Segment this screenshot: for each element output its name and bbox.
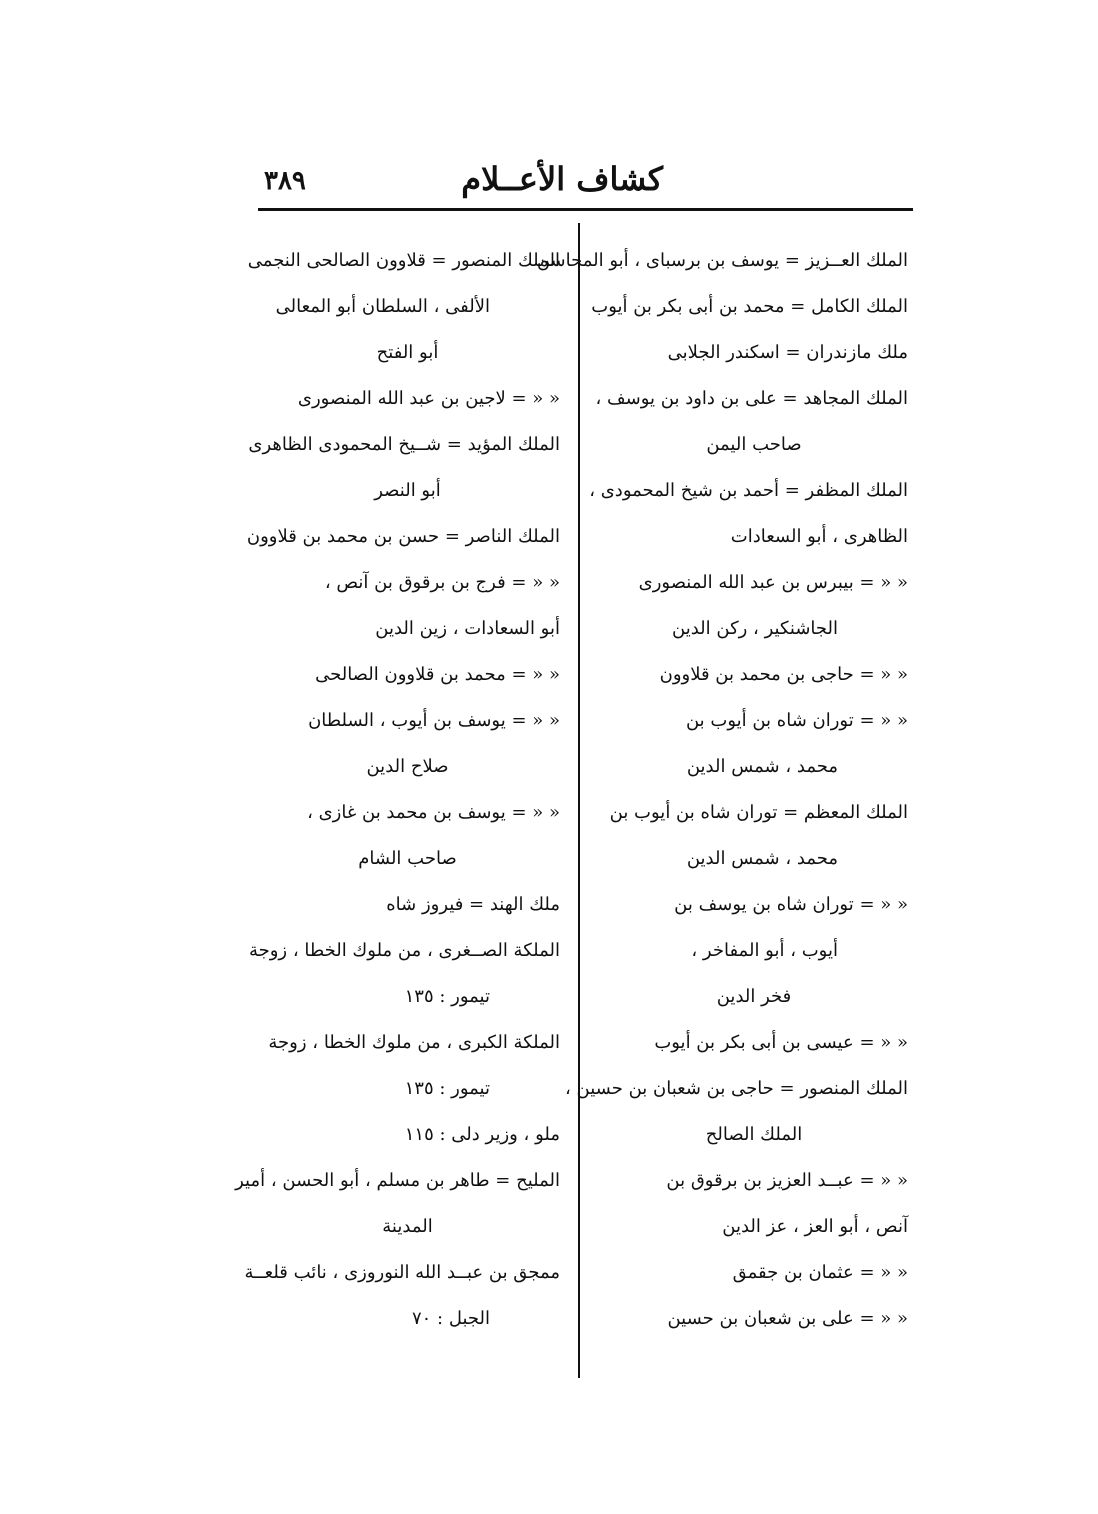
index-entry xyxy=(247,238,560,376)
index-entry-continuation: محمد ، شمس الدين xyxy=(686,848,838,869)
index-column-right xyxy=(536,238,908,1342)
index-entry xyxy=(536,238,908,284)
index-entry xyxy=(255,1112,560,1158)
index-entry xyxy=(255,1020,560,1112)
index-entry-continuation: تيمور : ١٣٥ xyxy=(404,1078,490,1099)
index-entry-continuation: أبو النصر xyxy=(374,480,441,501)
index-entry xyxy=(246,514,560,560)
index-entry xyxy=(600,1296,908,1342)
index-entry-heading: ملو ، وزير دلى : ١١٥ xyxy=(404,1124,560,1145)
index-entry xyxy=(255,790,560,882)
index-entry xyxy=(600,882,908,1020)
index-entry-heading: الملك المجاهد = على بن داود بن يوسف ، xyxy=(595,388,908,409)
index-entry-continuation: تيمور : ١٣٥ xyxy=(404,986,490,1007)
index-entry-continuation: الألفى ، السلطان أبو المعالى xyxy=(275,296,490,317)
index-entry-continuation: محمد ، شمس الدين xyxy=(686,756,838,777)
index-entry-heading: الملكة الصــغرى ، من ملوك الخطا ، زوجة xyxy=(248,940,560,961)
index-entry-continuation: الجبل : ٧٠ xyxy=(411,1308,490,1329)
index-entry-heading: « « = يوسف بن محمد بن غازى ، xyxy=(307,802,560,823)
index-entry xyxy=(248,422,560,514)
index-entry-heading: « « = توران شاه بن يوسف بن xyxy=(674,894,908,915)
index-entry xyxy=(255,560,560,652)
index-entry-heading: الملك المنصور = قلاوون الصالحى النجمى xyxy=(247,250,560,271)
index-entry-heading: ممجق بن عبــد الله النوروزى ، نائب قلعــة xyxy=(244,1262,560,1283)
index-entry xyxy=(591,284,908,330)
index-entry xyxy=(600,1250,908,1296)
index-entry xyxy=(235,1158,560,1250)
column-divider xyxy=(578,223,580,1378)
index-entry-continuation: أبو السعادات ، زين الدين xyxy=(375,618,560,639)
index-entry-heading: الملك الكامل = محمد بن أبى بكر بن أيوب xyxy=(591,296,908,317)
index-entry-heading: الملكة الكبرى ، من ملوك الخطا ، زوجة xyxy=(268,1032,560,1053)
index-entry xyxy=(565,1066,908,1158)
index-entry-heading: ملك الهند = فيروز شاه xyxy=(386,894,560,915)
page-header xyxy=(258,150,913,210)
index-entry-heading: المليح = طاهر بن مسلم ، أبو الحسن ، أمير xyxy=(235,1170,560,1191)
index-entry-heading: « « = فرج بن برقوق بن آنص ، xyxy=(324,572,560,593)
index-entry-heading: « « = توران شاه بن أيوب بن xyxy=(685,710,908,731)
index-entry-continuation: الملك الصالح xyxy=(705,1124,803,1145)
index-entry-continuation: الظاهرى ، أبو السعادات xyxy=(730,526,908,547)
index-entry-heading: « « = لاجين بن عبد الله المنصورى xyxy=(297,388,560,409)
index-entry-heading: ملك مازندران = اسكندر الجلابى xyxy=(667,342,908,363)
index-entry-heading: « « = عيسى بن أبى بكر بن أيوب xyxy=(654,1032,908,1053)
index-entry-heading: الملك الناصر = حسن بن محمد بن قلاوون xyxy=(246,526,560,547)
index-entry xyxy=(244,1250,560,1342)
index-entry xyxy=(600,560,908,652)
index-entry-continuation: أبو الفتح xyxy=(376,342,439,363)
index-entry xyxy=(600,330,908,376)
index-column-left xyxy=(235,238,560,1342)
index-entry xyxy=(600,1158,908,1250)
index-entry-heading: « « = على بن شعبان بن حسين xyxy=(667,1308,908,1329)
page-number: ٣٨٩ xyxy=(264,166,306,196)
index-entry-continuation: صاحب اليمن xyxy=(706,434,802,455)
index-entry xyxy=(255,698,560,790)
index-entry xyxy=(255,882,560,928)
index-entry-heading: « « = بيبرس بن عبد الله المنصورى xyxy=(638,572,908,593)
index-entry-heading: الملك المنصور = حاجى بن شعبان بن حسين ، xyxy=(565,1078,908,1099)
index-entry-heading: الملك المؤيد = شــيخ المحمودى الظاهرى xyxy=(248,434,560,455)
index-entry-heading: « « = حاجى بن محمد بن قلاوون xyxy=(659,664,908,685)
index-entry-heading: الملك المظفر = أحمد بن شيخ المحمودى ، xyxy=(589,480,908,501)
page-title: كشاف الأعــلام xyxy=(461,160,663,198)
index-entry xyxy=(600,698,908,790)
index-entry-continuation: المدينة xyxy=(382,1216,433,1237)
index-entry xyxy=(595,376,908,468)
index-entry-heading: « « = عبــد العزيز بن برقوق بن xyxy=(666,1170,908,1191)
index-entry-heading: « « = محمد بن قلاوون الصالحى xyxy=(315,664,560,685)
index-entry xyxy=(248,928,560,1020)
index-entry xyxy=(600,1020,908,1066)
index-entry-heading: « « = عثمان بن جقمق xyxy=(732,1262,908,1283)
header-divider xyxy=(258,208,913,211)
index-entry xyxy=(255,376,560,422)
index-entry-continuation: الجاشنكير ، ركن الدين xyxy=(672,618,838,639)
index-entry-heading: « « = يوسف بن أيوب ، السلطان xyxy=(308,710,560,731)
index-entry-heading: الملك العــزيز = يوسف بن برسباى ، أبو المحاسن xyxy=(536,250,908,271)
index-entry xyxy=(600,790,908,882)
index-entry-continuation: أيوب ، أبو المفاخر ، xyxy=(691,940,838,961)
index-entry xyxy=(600,652,908,698)
index-entry-continuation: صاحب الشام xyxy=(358,848,457,869)
index-entry xyxy=(255,652,560,698)
index-entry-continuation: صلاح الدين xyxy=(366,756,449,777)
index-entry-continuation: آنص ، أبو العز ، عز الدين xyxy=(722,1216,908,1237)
index-entry xyxy=(589,468,908,560)
index-entry-continuation: فخر الدين xyxy=(716,986,792,1007)
index-entry-heading: الملك المعظم = توران شاه بن أيوب بن xyxy=(609,802,908,823)
